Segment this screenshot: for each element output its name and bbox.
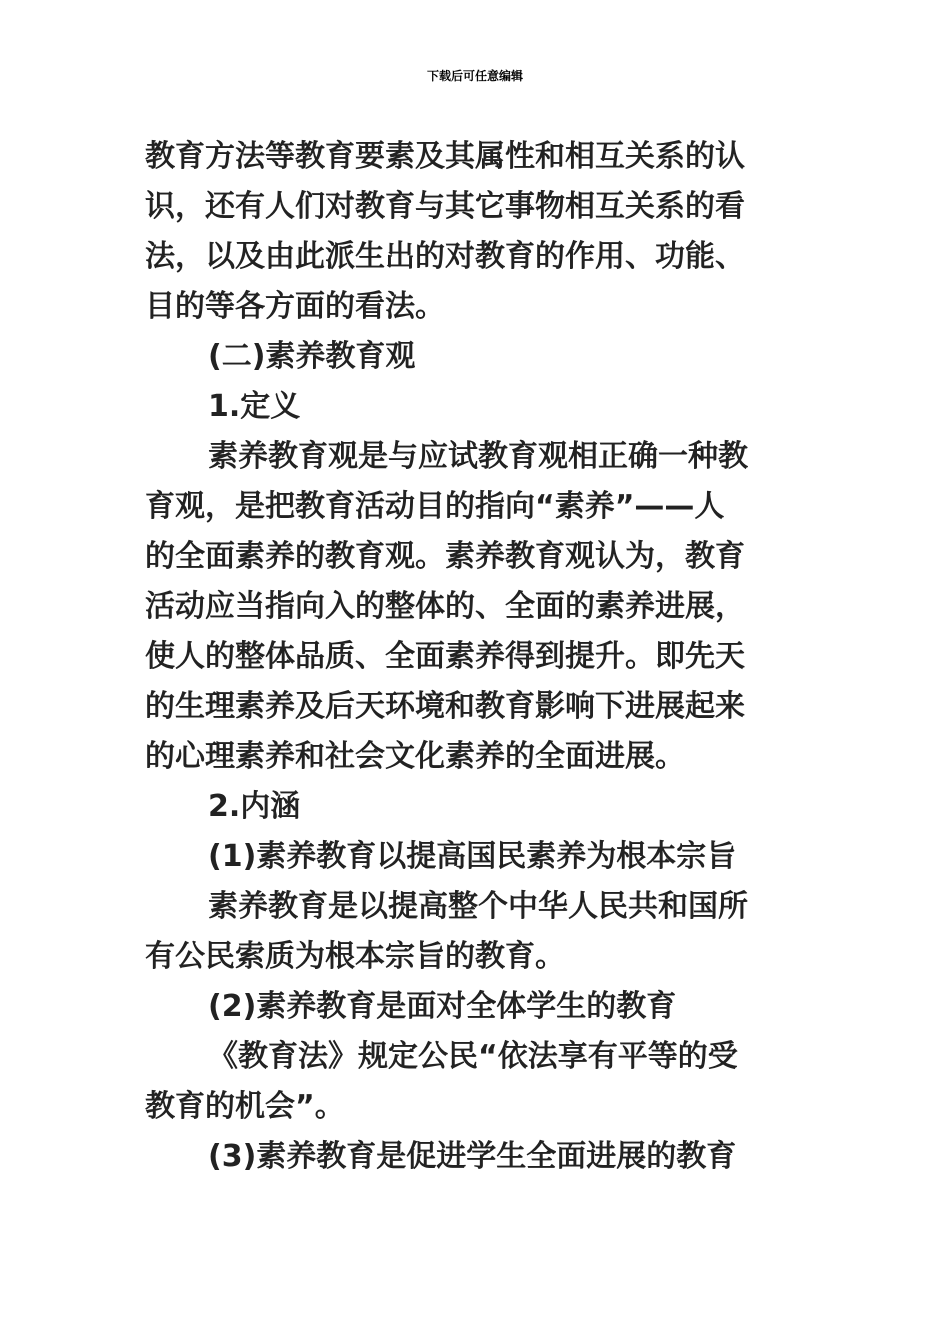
text-line: 有公民索质为根本宗旨的教育。 bbox=[145, 939, 565, 974]
item-heading: (3)素养教育是促进学生全面进展的教育 bbox=[208, 1139, 737, 1174]
text-line: 使人的整体品质、全面素养得到提升。即先天 bbox=[145, 639, 745, 674]
text-line: 教育的机会”。 bbox=[145, 1089, 345, 1124]
section-heading: (二)素养教育观 bbox=[208, 339, 416, 374]
document-body bbox=[145, 132, 790, 1182]
text-line: 法，以及由此派生出的对教育的作用、功能、 bbox=[145, 239, 745, 274]
text-line: 的心理素养和社会文化素养的全面进展。 bbox=[145, 739, 685, 774]
subsection-heading: 1.定义 bbox=[208, 389, 301, 424]
text-line: 目的等各方面的看法。 bbox=[145, 289, 445, 324]
text-line: 育观，是把教育活动目的指向“素养”——人 bbox=[145, 489, 725, 524]
subsection-heading: 2.内涵 bbox=[208, 789, 301, 824]
paragraph-start-line: 《教育法》规定公民“依法享有平等的受 bbox=[208, 1039, 738, 1074]
text-line: 的全面素养的教育观。素养教育观认为，教育 bbox=[145, 539, 745, 574]
text-line: 识，还有人们对教育与其它事物相互关系的看 bbox=[145, 189, 745, 224]
item-heading: (1)素养教育以提高国民素养为根本宗旨 bbox=[208, 839, 737, 874]
page-header-note: 下载后可任意编辑 bbox=[426, 69, 523, 83]
text-line: 教育方法等教育要素及其属性和相互关系的认 bbox=[145, 139, 745, 174]
text-line: 活动应当指向入的整体的、全面的素养进展， bbox=[145, 589, 745, 624]
item-heading: (2)素养教育是面对全体学生的教育 bbox=[208, 989, 677, 1024]
paragraph-start-line: 素养教育观是与应试教育观相正确一种教 bbox=[208, 439, 748, 474]
text-line: 的生理素养及后天环境和教育影响下进展起来 bbox=[145, 689, 745, 724]
paragraph-start-line: 素养教育是以提高整个中华人民共和国所 bbox=[208, 889, 748, 924]
